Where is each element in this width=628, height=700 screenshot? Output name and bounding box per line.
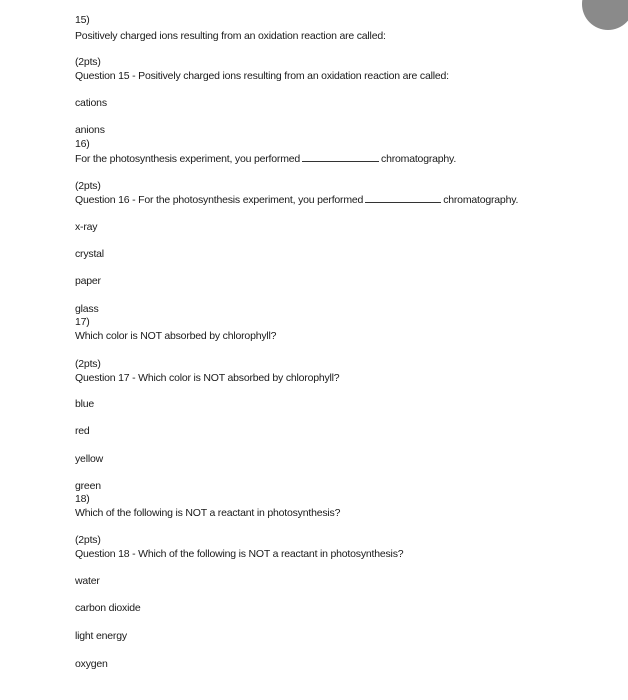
answer-option[interactable]: oxygen xyxy=(75,658,108,670)
question-prompt: Positively charged ions resulting from an oxidation reaction are called: xyxy=(75,30,386,42)
answer-option[interactable]: water xyxy=(75,575,100,587)
answer-option[interactable]: paper xyxy=(75,275,101,287)
answer-option[interactable]: light energy xyxy=(75,630,127,642)
answer-option[interactable]: yellow xyxy=(75,453,103,465)
answer-option[interactable]: cations xyxy=(75,97,107,109)
points-label: (2pts) xyxy=(75,56,101,68)
answer-option[interactable]: carbon dioxide xyxy=(75,602,141,614)
question-prompt: Which color is NOT absorbed by chlorophyll? xyxy=(75,330,277,342)
answer-option[interactable]: blue xyxy=(75,398,95,410)
question-text: Question 15 - Positively charged ions resulting from an oxidation reaction are called: xyxy=(75,70,449,82)
question-after: chromatography. xyxy=(443,194,519,206)
answer-option[interactable]: anions xyxy=(75,124,105,136)
blank-line xyxy=(302,152,379,162)
points-label: (2pts) xyxy=(75,180,101,192)
answer-option[interactable]: red xyxy=(75,425,90,437)
scroll-indicator-circle[interactable] xyxy=(582,0,628,30)
answer-option[interactable]: crystal xyxy=(75,248,104,260)
question-text: Question 17 - Which color is NOT absorbed by chlorophyll? xyxy=(75,372,340,384)
question-prompt: Which of the following is NOT a reactant in photosynthesis? xyxy=(75,507,341,519)
question-before: Question 16 - For the photosynthesis experiment, you performed xyxy=(75,194,364,206)
answer-option[interactable]: green xyxy=(75,480,101,492)
question-text: Question 18 - Which of the following is NOT a reactant in photosynthesis? xyxy=(75,548,404,560)
points-label: (2pts) xyxy=(75,358,101,370)
question-number: 17) xyxy=(75,316,90,328)
question-number: 15) xyxy=(75,14,90,26)
prompt-before: For the photosynthesis experiment, you performed xyxy=(75,153,301,165)
question-prompt xyxy=(75,152,456,166)
answer-option[interactable]: x-ray xyxy=(75,221,98,233)
question-text xyxy=(75,193,518,207)
prompt-after: chromatography. xyxy=(381,153,457,165)
answer-option[interactable]: glass xyxy=(75,303,99,315)
blank-line xyxy=(365,193,441,203)
question-number: 16) xyxy=(75,138,90,150)
points-label: (2pts) xyxy=(75,534,101,546)
question-number: 18) xyxy=(75,493,90,505)
